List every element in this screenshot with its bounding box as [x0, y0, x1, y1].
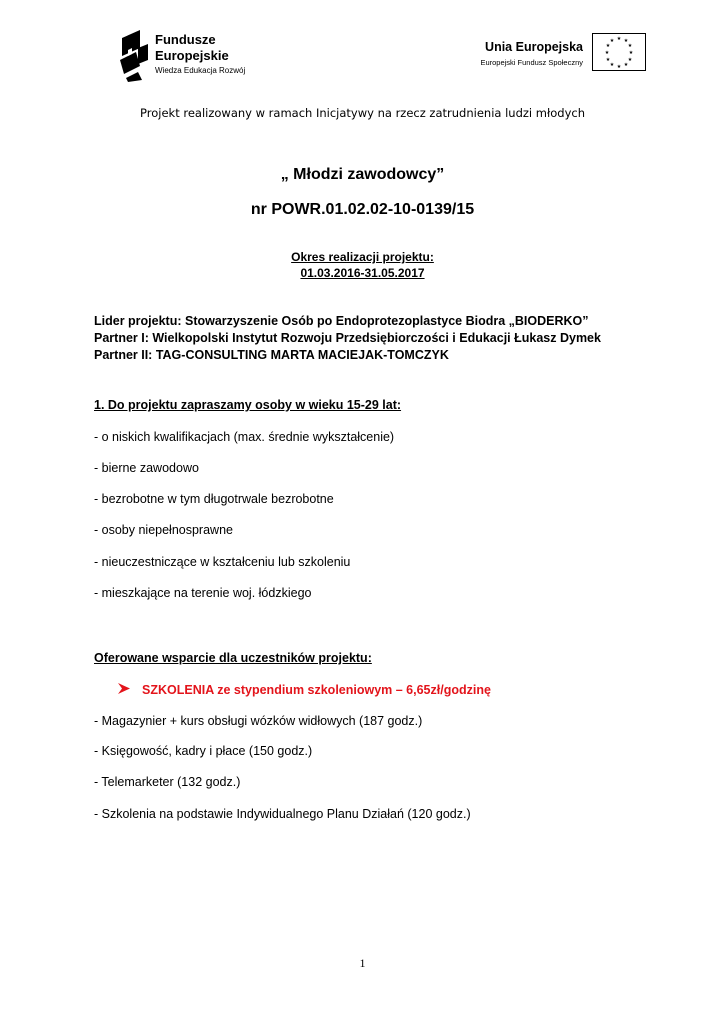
training-item: - Magazynier + kurs obsługi wózków widłowych (187 godz.): [94, 714, 423, 728]
support-heading: Oferowane wsparcie dla uczestników projektu:: [94, 651, 372, 665]
eligibility-item: - bierne zawodowo: [94, 461, 199, 475]
training-highlight: [118, 683, 491, 697]
unia-europejska-logo: [466, 33, 646, 79]
eligibility-item: - o niskich kwalifikacjach (max. średnie wykształcenie): [94, 430, 395, 444]
project-title: „ Młodzi zawodowcy”: [280, 166, 445, 183]
eu-flag-icon: [592, 33, 646, 71]
header-note: Projekt realizowany w ramach Inicjatywy na rzecz zatrudnienia ludzi młodych: [140, 106, 585, 120]
svg-text:★: ★: [605, 43, 611, 49]
training-item: - Telemarketer (132 godz.): [94, 775, 241, 789]
training-item: - Księgowość, kadry i płace (150 godz.): [94, 744, 313, 758]
training-highlight-text: SZKOLENIA ze stypendium szkoleniowym – 6,65zł/godzinę: [142, 683, 491, 697]
fundusze-logo-line1: Fundusze: [155, 32, 216, 47]
partner-1: Partner I: Wielkopolski Instytut Rozwoju Przedsiębiorczości i Edukacji Łukasz Dymek: [94, 331, 601, 345]
eligibility-item: - mieszkające na terenie woj. łódzkiego: [94, 586, 312, 600]
fundusze-europejskie-logo: [118, 30, 268, 82]
svg-text:★: ★: [616, 64, 622, 70]
project-leader: Lider projektu: Stowarzyszenie Osób po Endoprotezoplastyce Biodra „BIODERKO”: [94, 314, 589, 328]
svg-text:★: ★: [609, 38, 615, 44]
svg-text:★: ★: [604, 50, 610, 56]
svg-text:★: ★: [627, 43, 633, 49]
svg-text:★: ★: [616, 36, 622, 42]
svg-text:★: ★: [623, 38, 629, 44]
period-label: Okres realizacji projektu:: [291, 250, 434, 264]
period-dates: 01.03.2016-31.05.2017: [300, 266, 425, 280]
eligibility-item: - nieuczestniczące w kształceniu lub szkoleniu: [94, 555, 351, 569]
ue-logo-line2: Europejski Fundusz Społeczny: [480, 58, 583, 67]
svg-text:★: ★: [627, 57, 633, 63]
svg-text:★: ★: [628, 50, 634, 56]
project-number: nr POWR.01.02.02-10-0139/15: [250, 201, 475, 218]
eligibility-heading: 1. Do projektu zapraszamy osoby w wieku 15-29 lat:: [94, 398, 402, 412]
svg-text:★: ★: [609, 62, 615, 68]
fundusze-logo-mark-icon: [118, 30, 150, 82]
page-number: 1: [359, 956, 366, 970]
eligibility-item: - bezrobotne w tym długotrwale bezrobotne: [94, 492, 334, 506]
fundusze-logo-line3: Wiedza Edukacja Rozwój: [155, 66, 246, 75]
svg-text:★: ★: [605, 57, 611, 63]
ue-logo-line1: Unia Europejska: [485, 40, 583, 54]
eligibility-item: - osoby niepełnosprawne: [94, 523, 233, 537]
arrow-bullet-icon: [118, 683, 132, 697]
fundusze-logo-line2: Europejskie: [155, 48, 229, 63]
training-item: - Szkolenia na podstawie Indywidualnego Planu Działań (120 godz.): [94, 807, 471, 821]
svg-text:★: ★: [623, 62, 629, 68]
partner-2: Partner II: TAG-CONSULTING MARTA MACIEJAK-TOMCZYK: [94, 348, 449, 362]
